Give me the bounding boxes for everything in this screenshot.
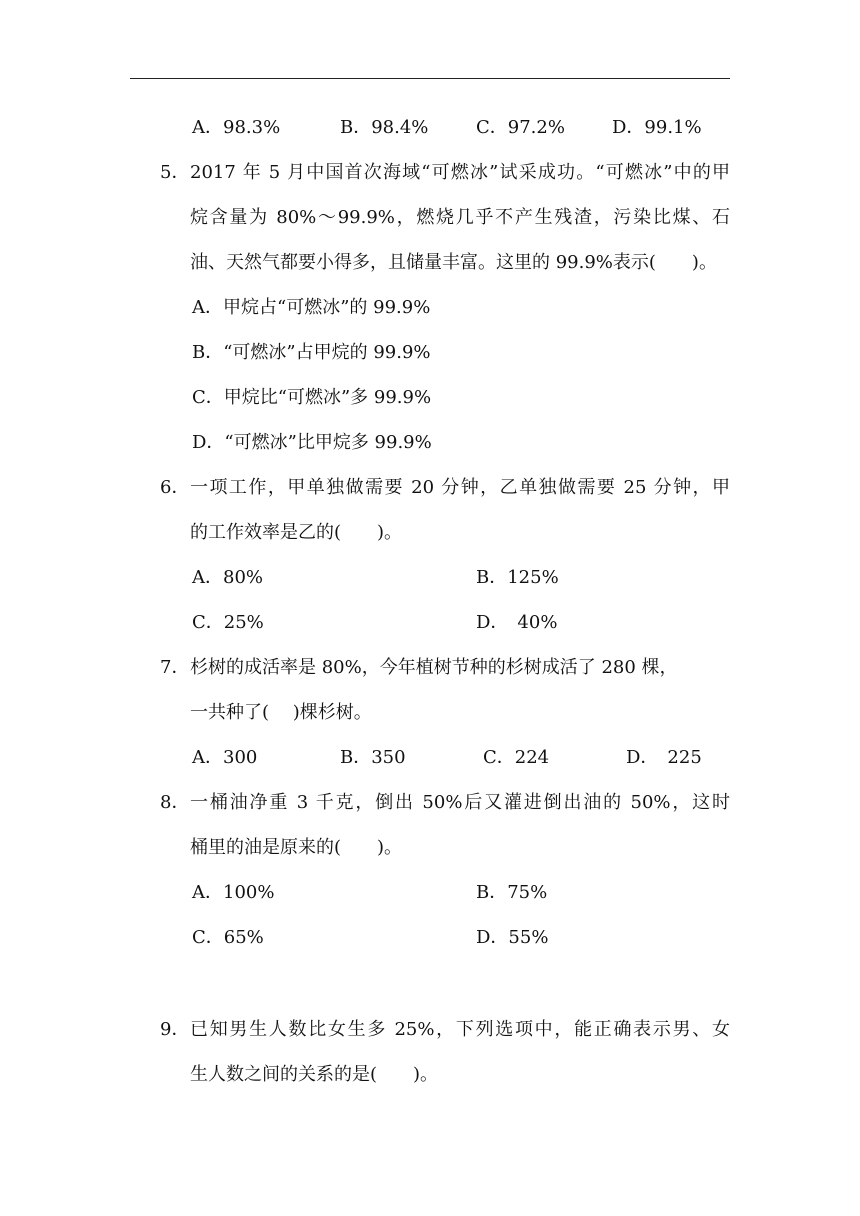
- option-c: C．97.2%: [476, 117, 565, 138]
- question-text-line: 已知男生人数比女生多 25%，下列选项中，能正确表示男、女: [190, 1019, 730, 1040]
- question-text-line: 2017 年 5 月中国首次海域“可燃冰”试采成功。“可燃冰”中的甲: [190, 162, 730, 183]
- question-text-line: 生人数之间的关系的是( )。: [190, 1064, 439, 1085]
- question-number: 8．: [160, 792, 190, 813]
- header-rule: [130, 78, 730, 79]
- question-text-line: 一桶油净重 3 千克，倒出 50%后又灌进倒出油的 50%，这时: [190, 792, 730, 813]
- option-b: B．75%: [476, 882, 548, 903]
- option-a: A．80%: [192, 567, 264, 588]
- option-b: B．350: [340, 747, 406, 768]
- option-d: D．55%: [476, 927, 549, 948]
- option-a: A．98.3%: [192, 117, 281, 138]
- option-c: C．224: [483, 747, 550, 768]
- question-text-line: 一项工作，甲单独做需要 20 分钟，乙单独做需要 25 分钟，甲: [190, 477, 730, 498]
- option-a: A．300: [192, 747, 258, 768]
- question-text-line: 烷含量为 80%～99.9%，燃烧几乎不产生残渣，污染比煤、石: [190, 207, 730, 228]
- option-c: C．25%: [192, 612, 264, 633]
- option-c: C．甲烷比“可燃冰”多 99.9%: [192, 387, 432, 408]
- option-d: D．99.1%: [612, 117, 702, 138]
- question-number: 9．: [160, 1019, 190, 1040]
- option-b: B．“可燃冰”占甲烷的 99.9%: [192, 342, 431, 363]
- question-number: 5．: [160, 162, 190, 183]
- option-b: B．98.4%: [340, 117, 429, 138]
- question-text-line: 的工作效率是乙的( )。: [190, 522, 403, 543]
- option-d: D．“可燃冰”比甲烷多 99.9%: [192, 432, 432, 453]
- question-number: 7．: [160, 657, 190, 678]
- question-text-line: 一共种了( )棵杉树。: [190, 702, 372, 723]
- question-number: 6．: [160, 477, 190, 498]
- question-text-line: 桶里的油是原来的( )。: [190, 837, 403, 858]
- option-d: D． 225: [626, 747, 702, 768]
- option-b: B．125%: [476, 567, 559, 588]
- option-c: C．65%: [192, 927, 264, 948]
- question-text-line: 油、天然气都要小得多，且储量丰富。这里的 99.9%表示( )。: [190, 252, 717, 273]
- question-text-line: 杉树的成活率是 80%，今年植树节种的杉树成活了 280 棵，: [190, 657, 678, 678]
- option-d: D． 40%: [476, 612, 558, 633]
- option-a: A．100%: [192, 882, 275, 903]
- option-a: A．甲烷占“可燃冰”的 99.9%: [192, 297, 431, 318]
